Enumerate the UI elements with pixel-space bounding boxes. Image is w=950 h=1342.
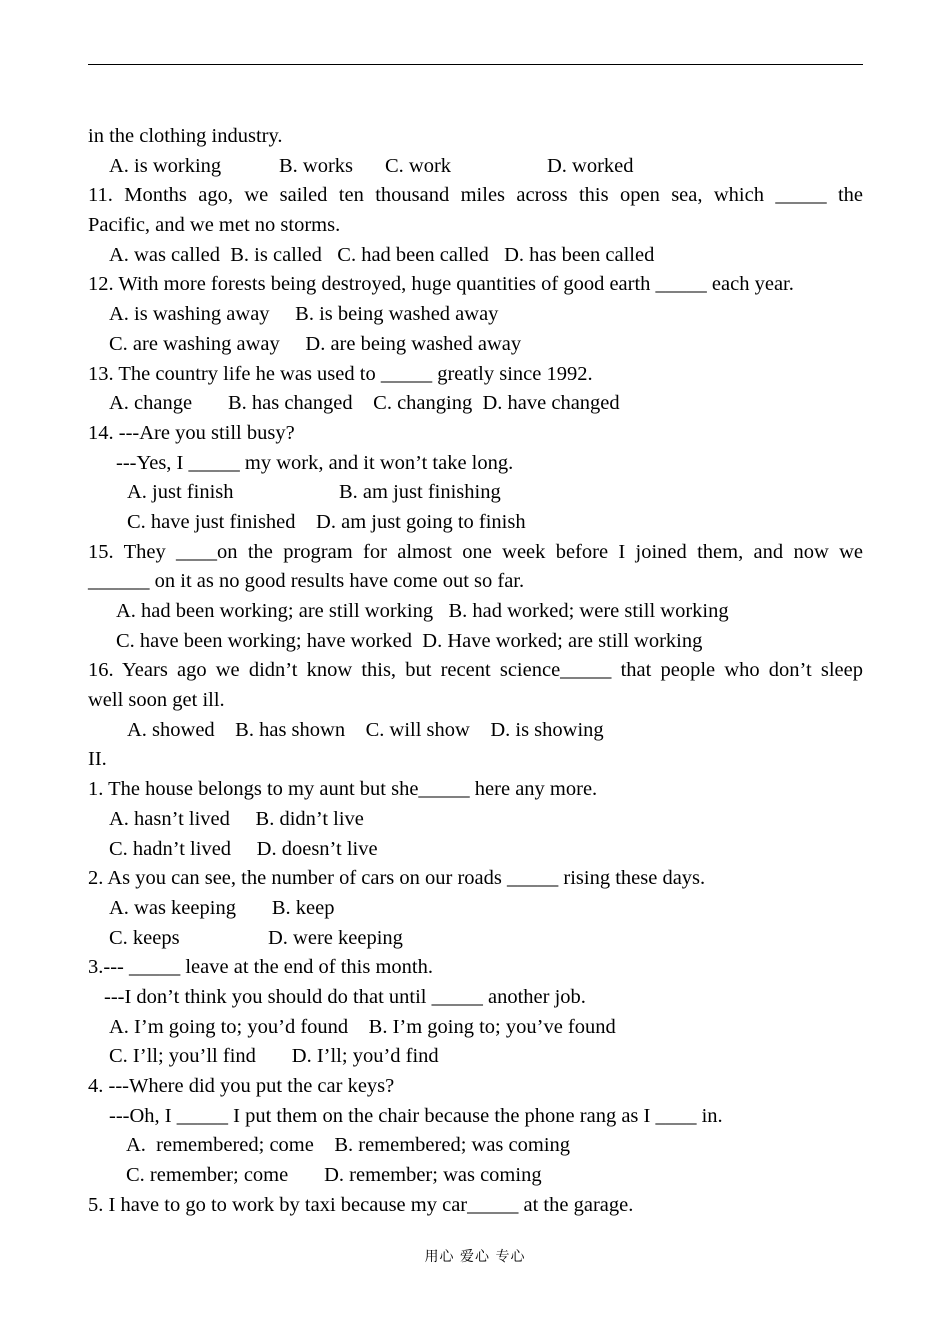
option-a: A. is working — [109, 154, 222, 177]
option-a: A. just finish — [127, 481, 234, 504]
options-line: A. change B. has changed C. changing D. have changed — [109, 392, 620, 415]
options-line: A. is washing away B. is being washed away — [109, 303, 499, 326]
options-line: C. hadn’t lived D. doesn’t live — [109, 837, 378, 860]
text-line: Pacific, and we met no storms. — [88, 214, 341, 237]
options-line: C. I’ll; you’ll find D. I’ll; you’d find — [109, 1045, 439, 1068]
options-line: A. remembered; come B. remembered; was coming — [126, 1134, 571, 1157]
option-c: C. work — [385, 154, 452, 177]
options-line: A. hasn’t lived B. didn’t live — [109, 807, 364, 830]
options-line: C. have been working; have worked D. Have worked; are still working — [116, 629, 703, 652]
question-4: 4. ---Where did you put the car keys? — [88, 1075, 395, 1097]
question-15: 15. They ____on the program for almost one week before I joined them, and now we — [88, 540, 863, 563]
question-5: 5. I have to go to work by taxi because my car_____ at the garage. — [88, 1193, 634, 1216]
option-b: B. am just finishing — [339, 481, 501, 504]
page-footer: 用心 爱心 专心 — [424, 1249, 526, 1265]
option-d: D. worked — [547, 154, 634, 177]
dialogue-line: ---Oh, I _____ I put them on the chair because the phone rang as I ____ in. — [109, 1104, 723, 1127]
header-rule — [88, 64, 863, 65]
options-line: C. have just finished D. am just going to finish — [127, 510, 526, 533]
dialogue-line: ---Yes, I _____ my work, and it won’t take long. — [116, 451, 514, 474]
options-line — [88, 152, 863, 182]
options-line: A. had been working; are still working B. had worked; were still working — [116, 600, 729, 622]
options-line: A. was keeping B. keep — [109, 896, 335, 919]
options-line — [88, 478, 863, 508]
text-line: in the clothing industry. — [88, 125, 283, 147]
options-line: A. was called B. is called C. had been called D. has been called — [109, 243, 655, 266]
options-line: A. showed B. has shown C. will show D. is showing — [127, 718, 604, 741]
question-14: 14. ---Are you still busy? — [88, 421, 295, 444]
options-line: A. I’m going to; you’d found B. I’m going to; you’ve found — [109, 1015, 616, 1038]
text-line: ______ on it as no good results have come out so far. — [88, 570, 525, 593]
option-d: D. were keeping — [268, 926, 403, 949]
text-line: well soon get ill. — [88, 689, 225, 712]
question-3: 3.--- _____ leave at the end of this month. — [88, 956, 433, 979]
options-line: C. remember; come D. remember; was coming — [126, 1164, 542, 1187]
option-b: B. works — [279, 154, 354, 177]
option-c: C. keeps — [109, 926, 180, 949]
question-2: 2. As you can see, the number of cars on our roads _____ rising these days. — [88, 867, 706, 890]
dialogue-line: ---I don’t think you should do that until _____ another job. — [104, 985, 586, 1008]
question-12: 12. With more forests being destroyed, huge quantities of good earth _____ each year. — [88, 273, 794, 296]
question-16: 16. Years ago we didn’t know this, but recent science_____ that people who don’t sleep — [88, 659, 863, 682]
question-13: 13. The country life he was used to _____ greatly since 1992. — [88, 362, 593, 385]
question-11: 11. Months ago, we sailed ten thousand miles across this open sea, which _____ the — [88, 184, 863, 207]
question-1: 1. The house belongs to my aunt but she_____ here any more. — [88, 778, 598, 801]
options-line — [88, 924, 863, 954]
options-line: C. are washing away D. are being washed away — [109, 332, 522, 355]
document-body — [88, 122, 863, 1220]
section-heading: II. — [88, 748, 107, 771]
